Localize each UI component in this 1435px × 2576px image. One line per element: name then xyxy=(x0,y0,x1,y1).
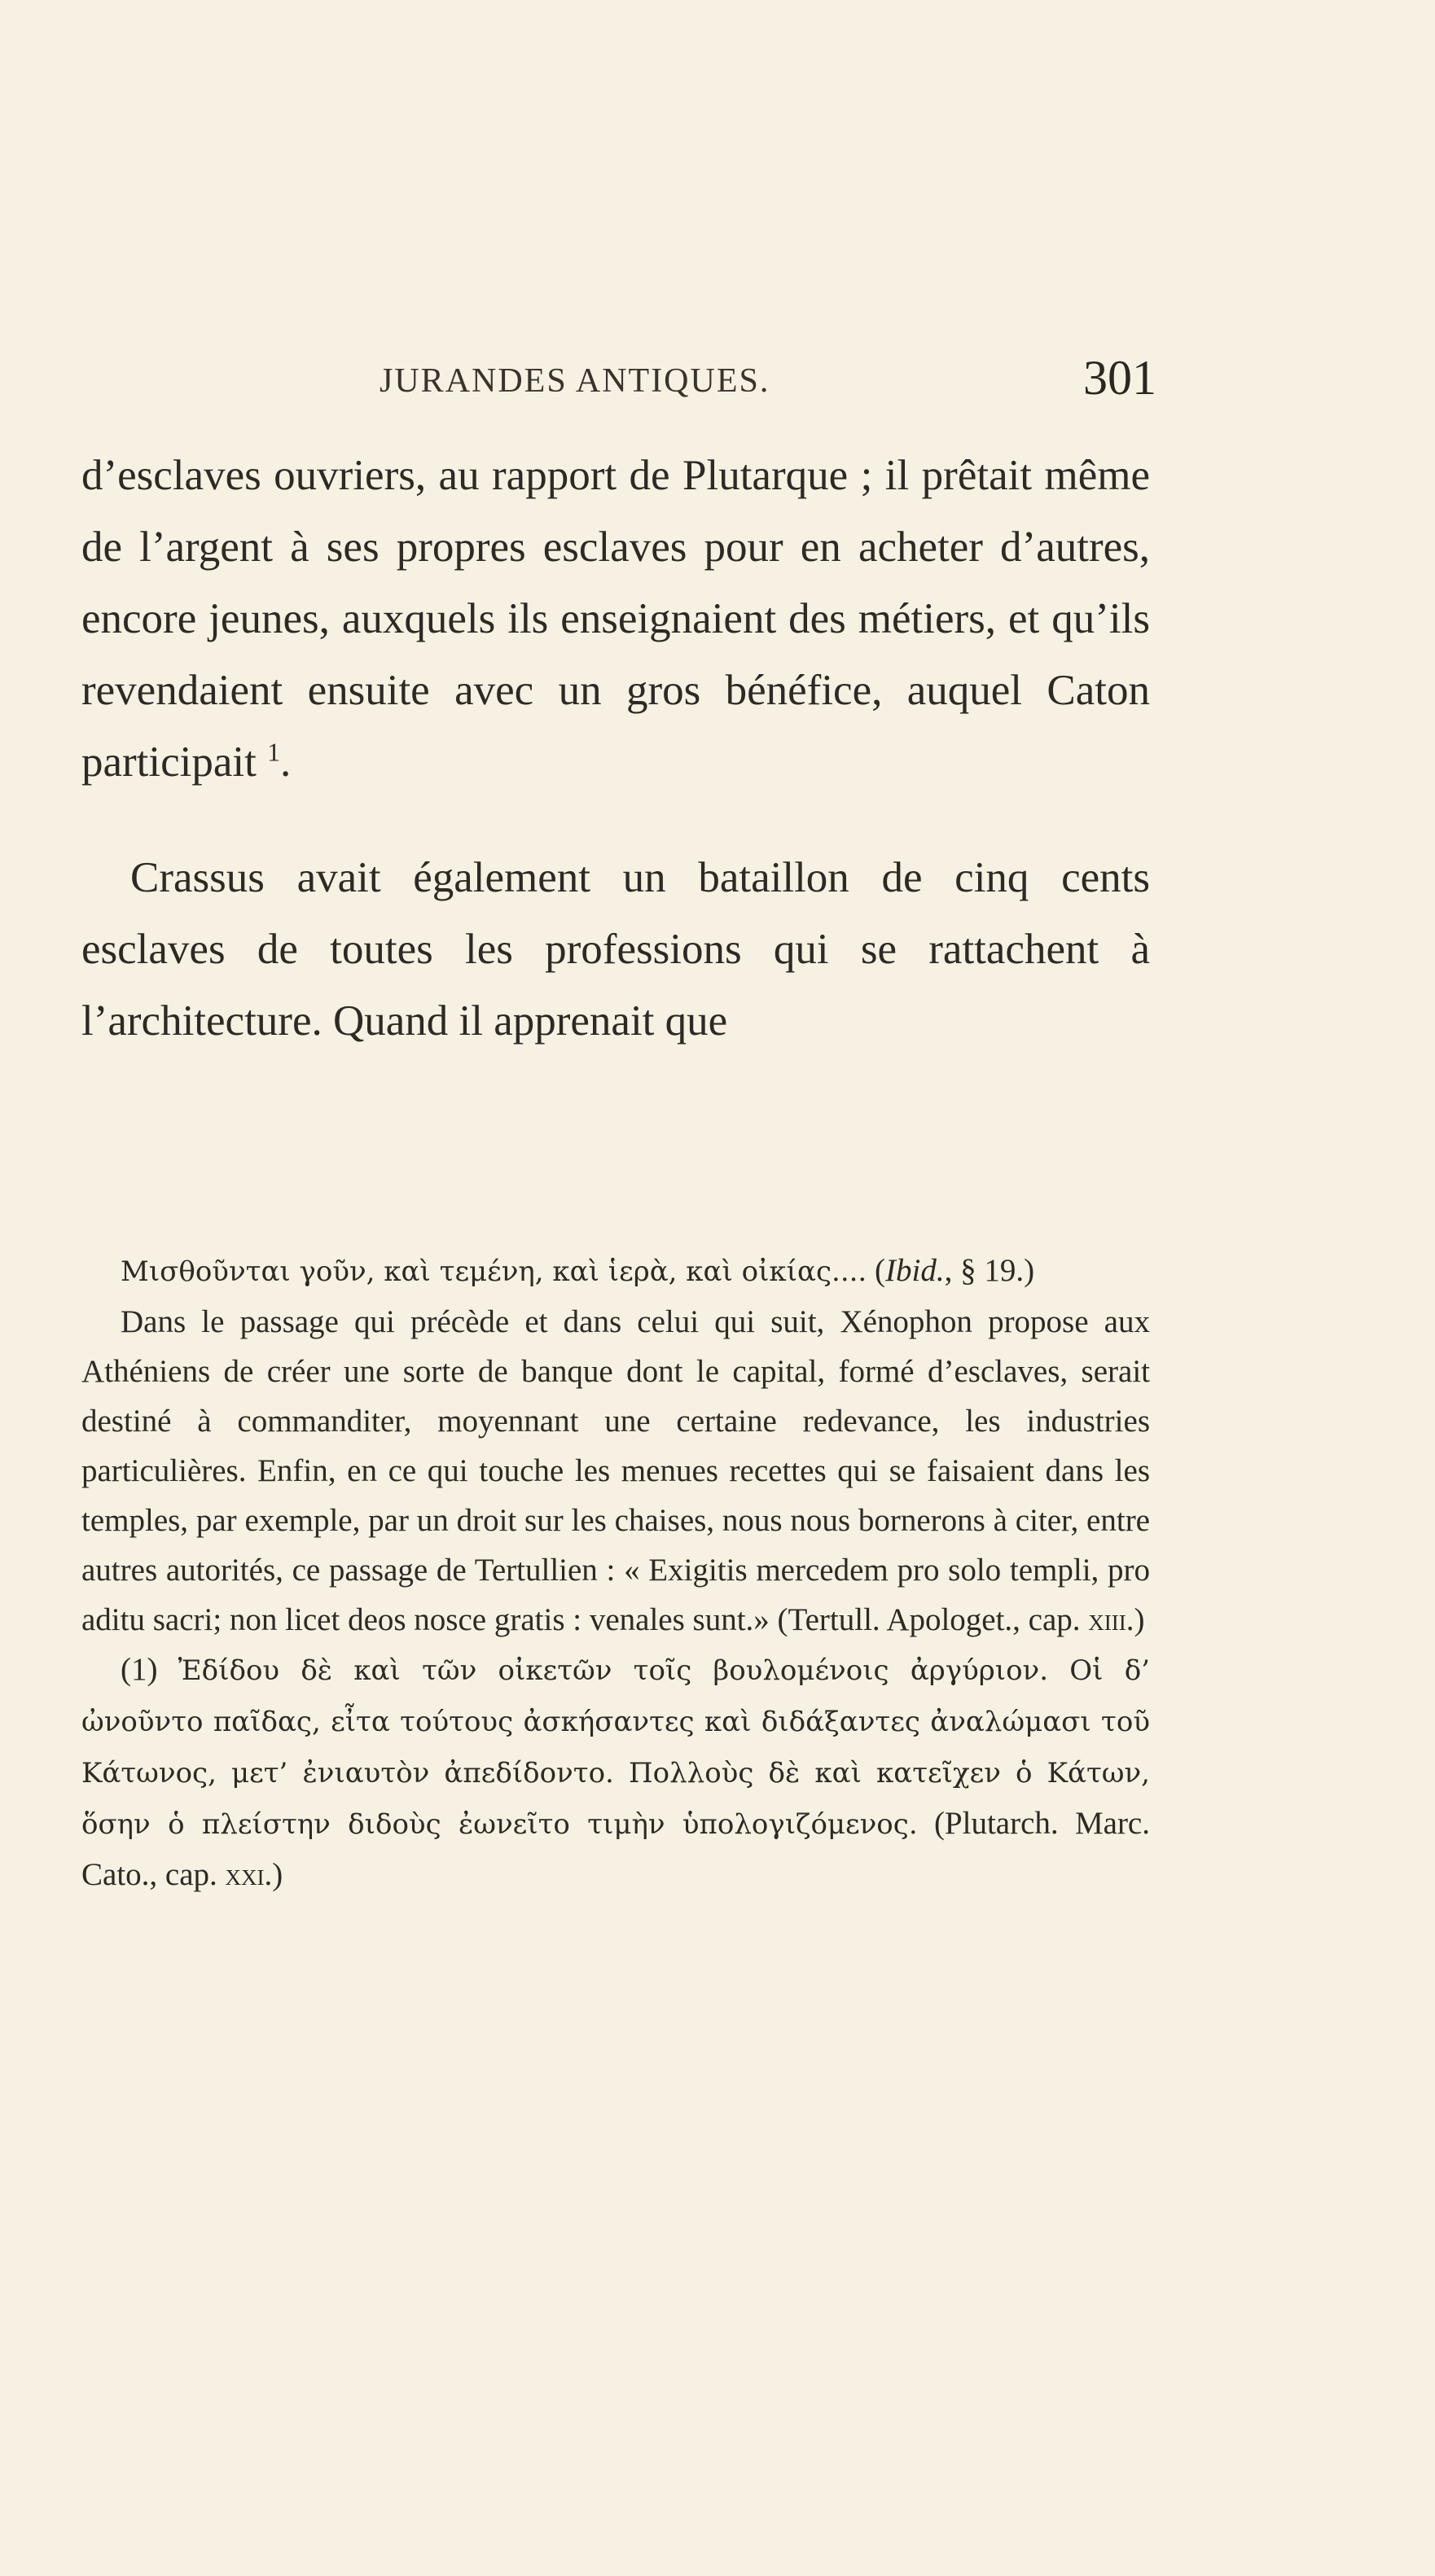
paragraph-1 xyxy=(81,440,1150,798)
footnote-continued xyxy=(81,1246,1150,1297)
footnote-1-source: (Plutarch. Marc. Cato., cap. xyxy=(81,1806,1150,1892)
footnote-1-number: (1) xyxy=(121,1652,158,1687)
footnote-reference: 1 xyxy=(267,738,281,767)
main-text xyxy=(81,440,1150,1057)
footnote-1-end: .) xyxy=(264,1857,283,1892)
footnote-1-cap: xxi xyxy=(225,1857,265,1892)
paragraph-1-text: d’esclaves ouvriers, au rapport de Plutarque ; il prêtait même de l’argent à ses propres esclaves pour en acheter d’autres, encore jeunes, auxquels ils enseignaient des métiers, et qu’ils revendaient ensuite avec un gros bénéfice, auquel Caton participait xyxy=(81,452,1150,786)
commentary-text: Dans le passage qui précède et dans celui qui suit, Xénophon propose aux Athéniens de créer une sorte de banque dont le capital, formé d’esclaves, serait destiné à commanditer, moyennant une certaine redevance, les industries particulières. Enfin, en ce qui touche les menues recettes qui se faisaient dans les temples, par exemple, par un droit sur les chaises, nous nous bornerons à citer, entre autres autorités, ce passage de Tertullien : « Exigitis mercedem pro solo templi, pro aditu sacri; non licet deos nosce gratis : venales sunt.» (Tertull. Apologet., cap. xyxy=(81,1304,1150,1637)
footnote-1 xyxy=(81,1645,1150,1899)
commentary-cap: xiii xyxy=(1088,1602,1126,1637)
commentary-end: .) xyxy=(1126,1602,1145,1637)
footnote-commentary xyxy=(81,1297,1150,1645)
paragraph-2: Crassus avait également un bataillon de cinq cents esclaves de toutes les professions qui se rattachent à l’architecture. Quand il apprenait que xyxy=(81,854,1150,1045)
ref-open: ( xyxy=(875,1253,885,1288)
footnote-1-greek: Ἐδίδου δὲ καὶ τῶν οἰκετῶν τοῖς βουλομένοις ἀργύριον. Οἱ δ’ ὠνοῦντο παῖδας, εἶτα τούτους ἀσκήσαντες καὶ διδάξαντες ἀναλώμασι τοῦ Κάτωνος, μετ’ ἐνιαυτὸν ἀπεδίδοντο. Πολλοὺς δὲ καὶ κατεῖχεν ὁ Κάτων, ὅσην ὁ πλείστην διδοὺς ἐωνεῖτο τιμὴν ὑπολογιζόμενος. xyxy=(81,1654,1150,1841)
footnotes xyxy=(81,1246,1150,1899)
page-number: 301 xyxy=(1083,351,1156,405)
ibid-ref: Ibid. xyxy=(885,1253,945,1288)
ref-tail: , § 19.) xyxy=(944,1253,1035,1288)
paragraph-gap xyxy=(81,798,1150,842)
paragraph-1-end: . xyxy=(280,738,292,786)
greek-quote: Μισθοῦνται γοῦν, καὶ τεμένη, καὶ ἱερὰ, καὶ οἰκίας.... xyxy=(121,1255,867,1288)
running-head: JURANDES ANTIQUES. xyxy=(380,362,770,400)
page-header xyxy=(81,351,1156,412)
